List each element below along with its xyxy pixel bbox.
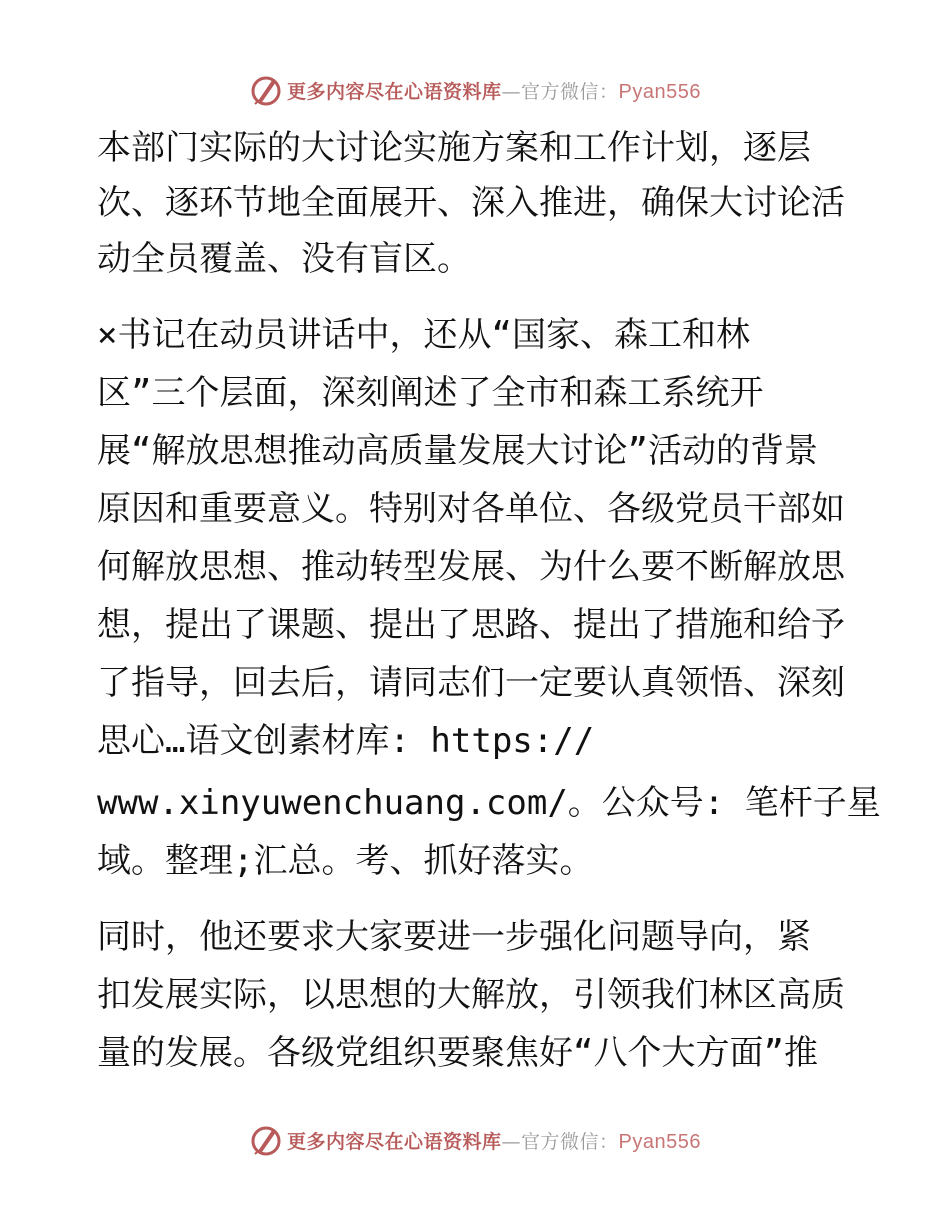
watermark-text: 更多内容尽在心语资料库—官方微信：Pyan556 (287, 80, 701, 103)
text-line: 同时，他还要求大家要进一步强化问题导向，紧 (97, 917, 811, 957)
text-line: 想，提出了课题、提出了思路、提出了措施和给予 (97, 605, 845, 645)
text-line: 域。整理;汇总。考、抓好落实。 (97, 841, 594, 881)
text-line: 动全员覆盖、没有盲区。 (97, 239, 471, 279)
footer-watermark-banner (0, 1120, 950, 1160)
text-line: 思心…语文创素材库: https:// (97, 721, 595, 761)
quill-pen-logo-icon (249, 73, 283, 107)
text-line: 区”三个层面，深刻阐述了全市和森工系统开 (97, 373, 764, 413)
watermark-text: 更多内容尽在心语资料库—官方微信：Pyan556 (287, 1130, 701, 1153)
text-line: www.xinyuwenchuang.com/。公众号: 笔杆子星 (97, 783, 881, 823)
text-line: 何解放思想、推动转型发展、为什么要不断解放思 (97, 547, 845, 587)
text-line: 次、逐环节地全面展开、深入推进，确保大讨论活 (97, 183, 845, 223)
text-line: 了指导，回去后，请同志们一定要认真领悟、深刻 (97, 663, 845, 703)
text-line: 量的发展。各级党组织要聚焦好“八个大方面”推 (97, 1033, 818, 1073)
text-line: 原因和重要意义。特别对各单位、各级党员干部如 (97, 489, 845, 529)
text-line: 扣发展实际，以思想的大解放，引领我们林区高质 (97, 975, 845, 1015)
header-watermark-banner (0, 70, 950, 110)
text-line: 本部门实际的大讨论实施方案和工作计划，逐层 (97, 128, 811, 168)
text-line: ×书记在动员讲话中，还从“国家、森工和林 (97, 315, 750, 355)
quill-pen-logo-icon (249, 1123, 283, 1157)
text-line: 展“解放思想推动高质量发展大讨论”活动的背景 (97, 431, 818, 471)
